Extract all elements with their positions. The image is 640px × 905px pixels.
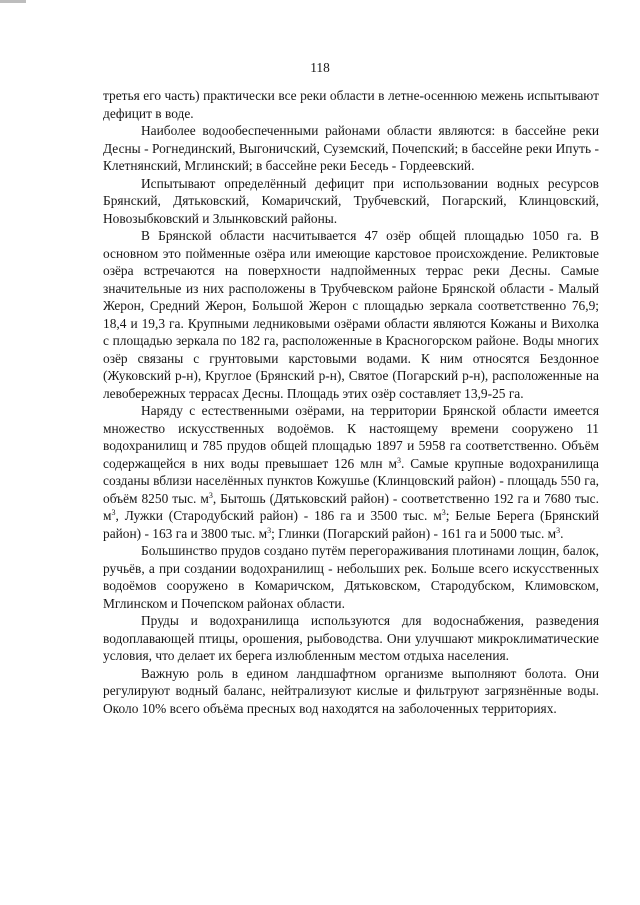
reservoirs-text-1: Наряду с естественными озёрами, на территории Брянской области имеется множество искусственных водоёмов. К настоящему времени сооружено 11 водохранилищ и 785 прудов общей площадью 1897 и 5958 га соответственно. Объём содержащейся в них воды превышает 126 млн м [103, 403, 599, 471]
reservoirs-superscript-3: 3 [111, 508, 116, 517]
reservoirs-superscript-4: 3 [441, 508, 446, 517]
paragraph-ponds-usage: Пруды и водохранилища используются для водоснабжения, разведения водоплавающей птицы, орошения, рыбоводства. Они улучшают микроклиматические условия, что делает их берега излюбленным местом отдыха населения. [103, 613, 599, 663]
reservoirs-superscript-2: 3 [208, 490, 213, 500]
paragraph-lakes: В Брянской области насчитывается 47 озёр общей площадью 1050 га. В основном это пойменные озёра или имеющие карстовое происхождение. Реликтовые озёра встречаются на поверхности надпойменных террас реки Десны. Самые значительные из них расположены в Трубчевском районе Брянской области - Малый Жерон, Средний Жерон, Большой Жерон с площадью зеркала соответственно 76,9; 18,4 и 19,3 га. Крупными ледниковыми озёрами области являются Кожаны и Вихолка с площадью зеркала по 182 га, расположенные в Красногорском районе. Воды многих озёр связаны с грунтовыми карстовыми водами. К ним относятся Бездонное (Жуковский р-н), Круглое (Брянский р-н), Святое (Погарский р-н), расположенные на левобережных террасах Десны. Площадь этих озёр составляет 13,9-25 га. [103, 228, 599, 401]
scan-corner-mark [0, 0, 26, 3]
paragraph-artificial-reservoirs [103, 402, 599, 542]
document-body [103, 87, 599, 717]
page-number: 118 [310, 60, 330, 75]
paragraph-water-supplied-districts: Наиболее водообеспеченными районами области являются: в бассейне реки Десны - Рогнединский, Выгоничский, Суземский, Почепский; в бассейне реки Ипуть - Клетнянский, Мглинский; в бассейне реки Беседь - Гордеевский. [103, 123, 599, 173]
paragraph-water-deficit-districts: Испытывают определённый дефицит при использовании водных ресурсов Брянский, Дятьковский, Комаричский, Трубчевский, Погарский, Клинцовский, Новозыбковский и Злынковский районы. [103, 175, 599, 226]
paragraph-swamps: Важную роль в едином ландшафтном организме выполняют болота. Они регулируют водный баланс, нейтрализуют кислые и фильтруют загрязнённые воды. Около 10% всего объёма пресных вод находятся на заболоченных территориях. [103, 665, 599, 716]
reservoirs-superscript-6: 3 [556, 525, 561, 535]
paragraph-ponds-construction: Большинство прудов создано путём перегораживания плотинами лощин, балок, ручьёв, а при создании водохранилищ - небольших рек. Больше всего искусственных водоёмов сооружено в Комаричском, Дятьковском, Стародубском, Климовском, Мглинском и Почепском районах области. [103, 543, 599, 611]
reservoirs-text-5: ; Белые Берега (Брянский район) - 163 га и 3800 тыс. м [103, 508, 599, 541]
reservoirs-superscript-1: 3 [396, 455, 401, 465]
reservoirs-text-7: . [560, 525, 564, 541]
reservoirs-text-2: . Самые крупные водохранилища созданы вблизи населённых пунктов Кожушье (Клинцовский район) - площадь 550 га, объём 8250 тыс. м [103, 455, 599, 506]
reservoirs-text-6: ; Глинки (Погарский район) - 161 га и 5000 тыс. м [271, 525, 557, 541]
reservoirs-text-3: , Бытошь (Дятьковский район) - соответственно 192 га и 7680 тыс. м [103, 490, 599, 523]
reservoirs-superscript-5: 3 [267, 525, 272, 535]
reservoirs-text-4: , Лужки (Стародубский район) - 186 га и 3500 тыс. м [115, 508, 442, 523]
paragraph-continuation: третья его часть) практически все реки области в летне-осеннюю межень испытывают дефицит в воде. [103, 88, 599, 121]
